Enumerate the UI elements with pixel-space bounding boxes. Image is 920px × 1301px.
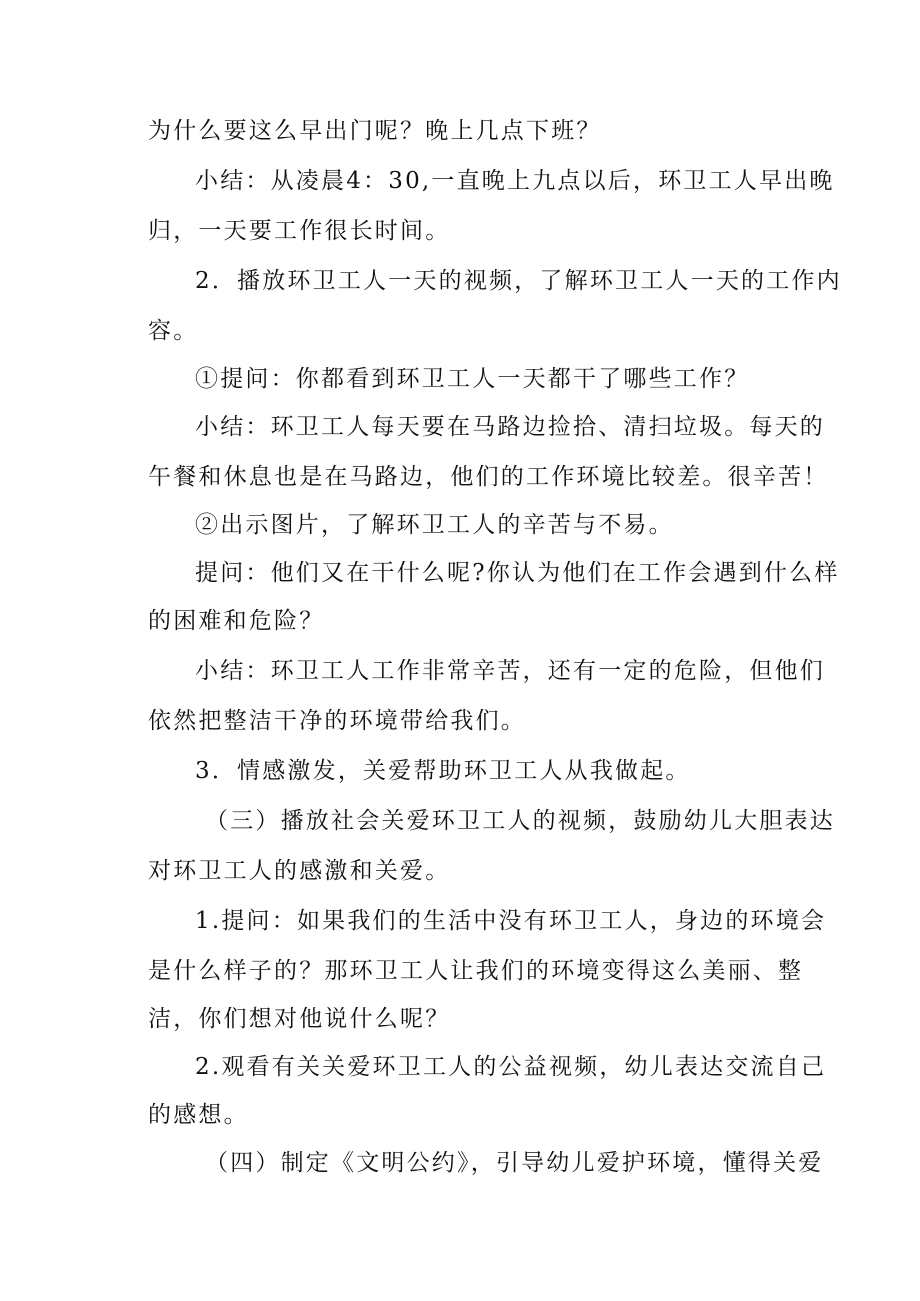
text-line: ②出示图片，了解环卫工人的辛苦与不易。	[195, 512, 674, 538]
text-line: 依然把整洁干净的环境带给我们。	[148, 708, 526, 734]
text-line: 午餐和休息也是在马路边，他们的工作环境比较差。很辛苦！	[148, 464, 829, 490]
text-line: 的感想。	[148, 1102, 249, 1128]
text-line: 归，一天要工作很长时间。	[148, 218, 451, 244]
text-line: 小结：从凌晨4：30,一直晚上九点以后，环卫工人早出晚	[195, 168, 835, 194]
text-line: （四）制定《文明公约》，引导幼儿爱护环境，懂得关爱	[205, 1150, 824, 1176]
text-line: 小结：环卫工人工作非常辛苦，还有一定的危险，但他们	[195, 658, 825, 684]
text-line: 的困难和危险？	[148, 608, 325, 634]
text-line: 是什么样子的？那环卫工人让我们的环境变得这么美丽、整	[148, 958, 804, 984]
text-line: 容。	[148, 318, 199, 344]
text-line: 3．情感激发，关爱帮助环卫工人从我做起。	[195, 758, 691, 784]
text-line: 1.提问：如果我们的生活中没有环卫工人，身边的环境会	[195, 908, 827, 934]
text-line: （三）播放社会关爱环卫工人的视频，鼓励幼儿大胆表达	[205, 808, 835, 834]
text-line: 2.观看有关关爱环卫工人的公益视频，幼儿表达交流自己	[195, 1054, 827, 1080]
text-line: 2．播放环卫工人一天的视频，了解环卫工人一天的工作内	[195, 268, 842, 294]
text-line: ①提问：你都看到环卫工人一天都干了哪些工作？	[195, 366, 750, 392]
text-line: 小结：环卫工人每天要在马路边捡拾、清扫垃圾。每天的	[195, 414, 825, 440]
text-line: 为什么要这么早出门呢？晚上几点下班？	[148, 118, 602, 144]
text-line: 对环卫工人的感激和关爱。	[148, 858, 451, 884]
text-line: 提问：他们又在干什么呢?你认为他们在工作会遇到什么样	[195, 560, 840, 586]
text-line: 洁，你们想对他说什么呢？	[148, 1006, 451, 1032]
